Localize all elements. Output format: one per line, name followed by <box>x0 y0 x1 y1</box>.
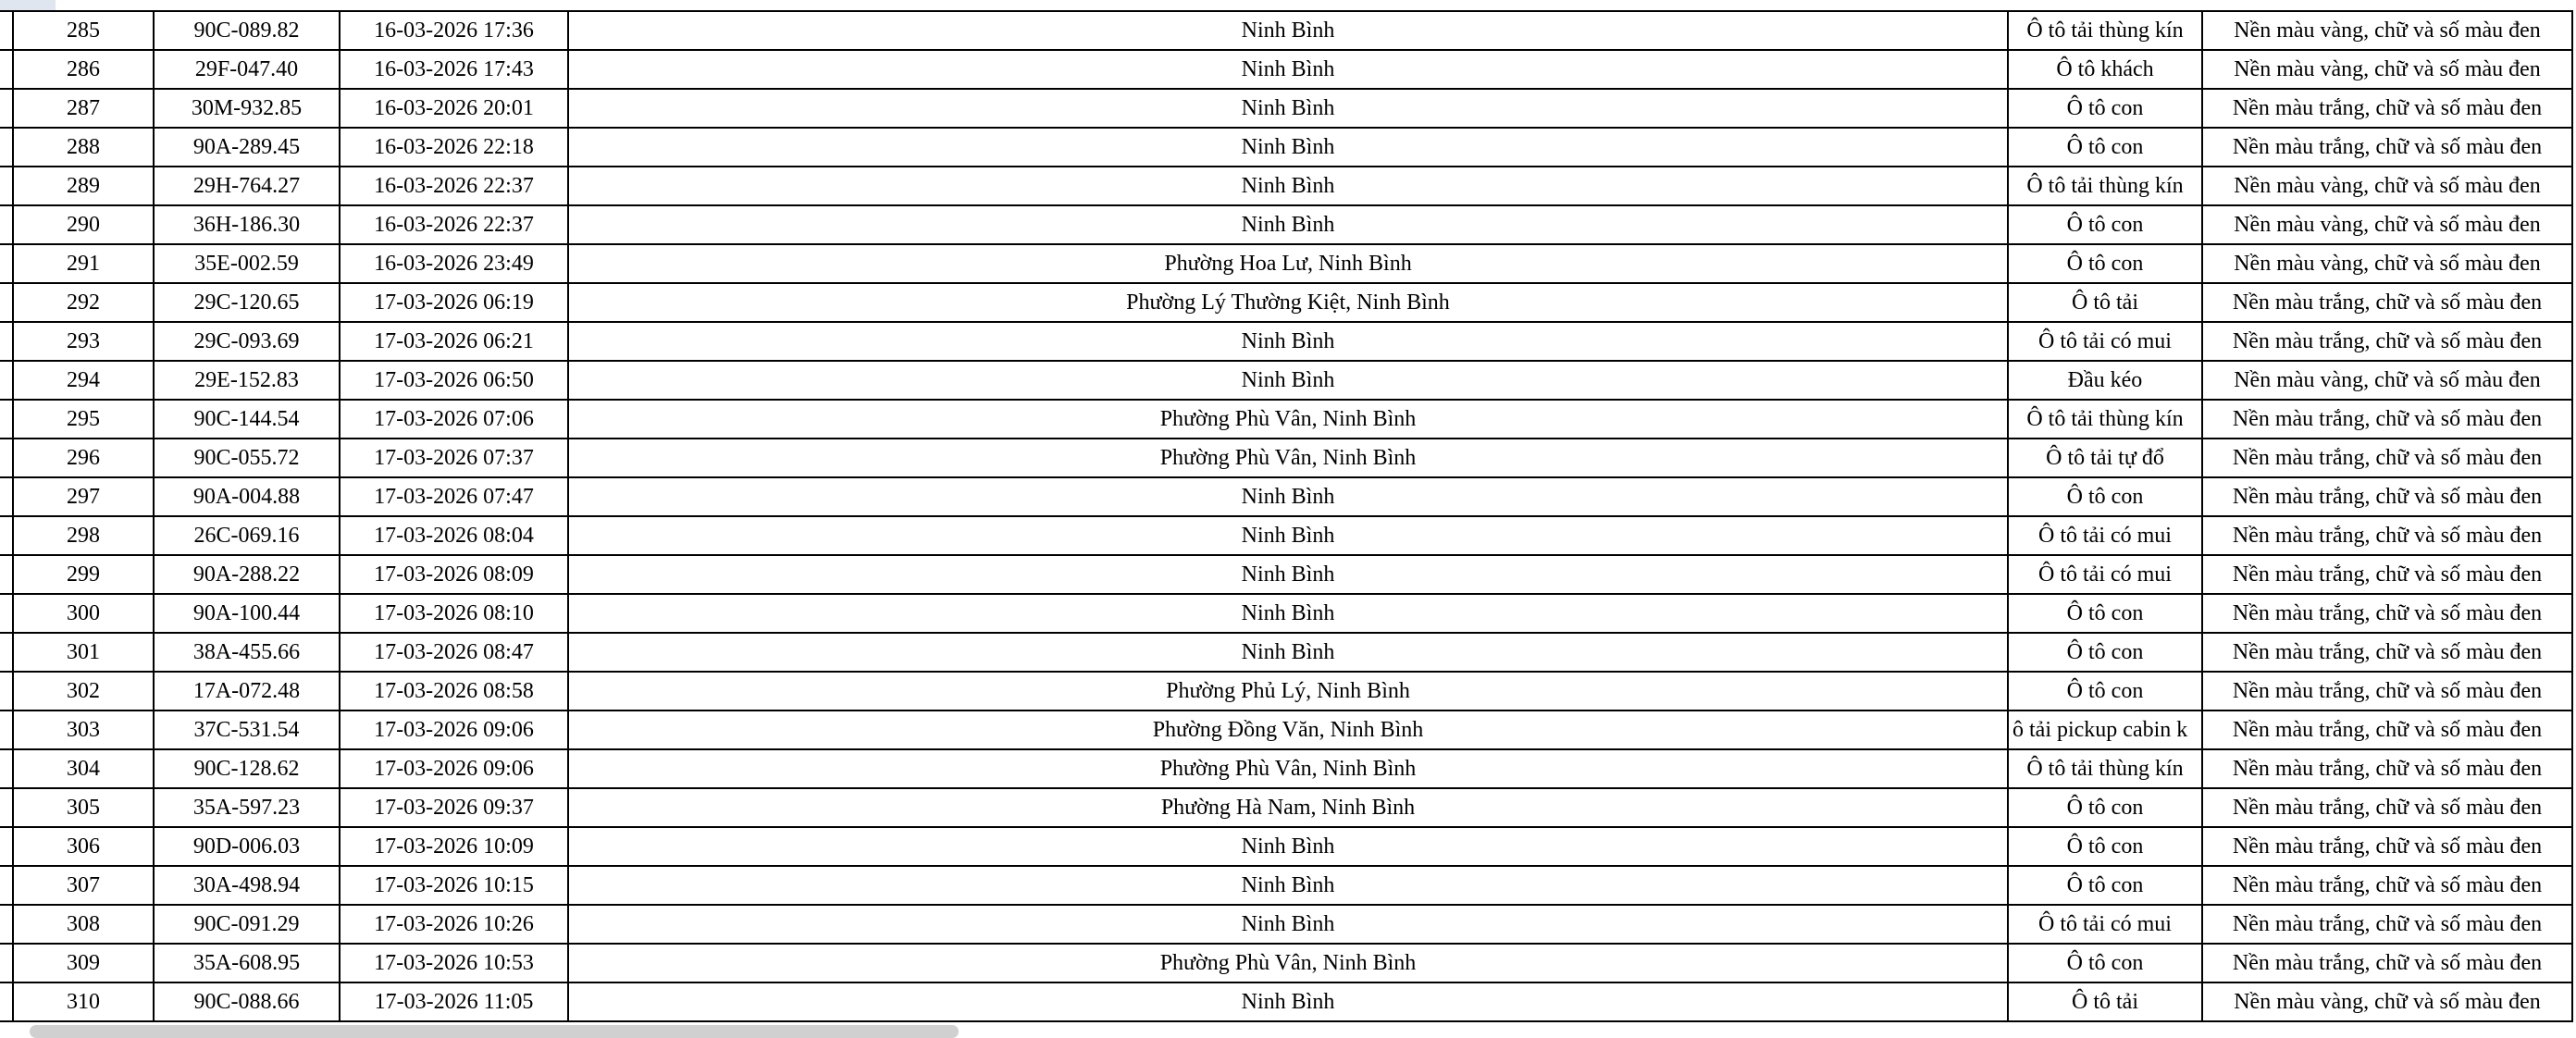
cell-vehicle-type[interactable]: Ô tô con <box>2007 945 2201 982</box>
cell-location[interactable]: Ninh Bình <box>567 828 2007 865</box>
cell-violation-time[interactable]: 16-03-2026 23:49 <box>339 245 567 282</box>
row-gutter <box>0 556 12 593</box>
cell-plate-color[interactable]: Nền màu vàng, chữ và số màu đen <box>2201 245 2573 282</box>
cell-license-plate[interactable]: 90A-100.44 <box>153 595 339 632</box>
cell-location[interactable]: Ninh Bình <box>567 478 2007 515</box>
cell-plate-color[interactable]: Nền màu vàng, chữ và số màu đen <box>2201 983 2573 1020</box>
cell-plate-color[interactable]: Nền màu trắng, chữ và số màu đen <box>2201 867 2573 904</box>
cell-location[interactable]: Ninh Bình <box>567 90 2007 127</box>
table-row <box>0 789 2573 828</box>
cell-stt[interactable]: 302 <box>12 673 153 710</box>
cell-license-plate[interactable]: 90C-055.72 <box>153 439 339 476</box>
cell-vehicle-type[interactable]: Ô tô con <box>2007 828 2201 865</box>
row-gutter <box>0 478 12 515</box>
table-row <box>0 51 2573 90</box>
cell-violation-time[interactable]: 17-03-2026 08:10 <box>339 595 567 632</box>
cell-location[interactable]: Ninh Bình <box>567 556 2007 593</box>
cell-location[interactable]: Ninh Bình <box>567 12 2007 49</box>
row-gutter <box>0 12 12 49</box>
cell-location[interactable]: Ninh Bình <box>567 206 2007 243</box>
cell-location[interactable]: Phường Phủ Lý, Ninh Bình <box>567 673 2007 710</box>
cell-location[interactable]: Ninh Bình <box>567 983 2007 1020</box>
cell-vehicle-type[interactable]: Ô tô tải có mui <box>2007 323 2201 360</box>
cell-plate-color[interactable]: Nền màu vàng, chữ và số màu đen <box>2201 12 2573 49</box>
cell-location[interactable]: Ninh Bình <box>567 867 2007 904</box>
cell-violation-time[interactable]: 17-03-2026 10:26 <box>339 906 567 943</box>
table-row <box>0 12 2573 51</box>
row-gutter <box>0 828 12 865</box>
cell-violation-time[interactable]: 17-03-2026 07:37 <box>339 439 567 476</box>
cell-license-plate[interactable]: 29F-047.40 <box>153 51 339 88</box>
cell-vehicle-type[interactable]: Ô tô tải thùng kín <box>2007 12 2201 49</box>
table-row <box>0 828 2573 867</box>
cell-vehicle-type[interactable]: Ô tô tải thùng kín <box>2007 750 2201 787</box>
sheet-corner-tab[interactable] <box>0 0 56 10</box>
cell-plate-color[interactable]: Nền màu trắng, chữ và số màu đen <box>2201 556 2573 593</box>
cell-stt[interactable]: 296 <box>12 439 153 476</box>
row-gutter <box>0 167 12 204</box>
row-gutter <box>0 439 12 476</box>
cell-plate-color[interactable]: Nền màu vàng, chữ và số màu đen <box>2201 167 2573 204</box>
cell-vehicle-type[interactable]: ô tải pickup cabin k <box>2007 711 2201 748</box>
cell-stt[interactable]: 291 <box>12 245 153 282</box>
cell-license-plate[interactable]: 35E-002.59 <box>153 245 339 282</box>
row-gutter <box>0 362 12 399</box>
cell-vehicle-type[interactable]: Ô tô tải tự đổ <box>2007 439 2201 476</box>
cell-license-plate[interactable]: 90A-289.45 <box>153 129 339 166</box>
cell-vehicle-type[interactable]: Ô tô con <box>2007 206 2201 243</box>
cell-violation-time[interactable]: 17-03-2026 10:53 <box>339 945 567 982</box>
table-row <box>0 129 2573 167</box>
cell-plate-color[interactable]: Nền màu trắng, chữ và số màu đen <box>2201 945 2573 982</box>
cell-stt[interactable]: 310 <box>12 983 153 1020</box>
table-row <box>0 323 2573 362</box>
cell-stt[interactable]: 306 <box>12 828 153 865</box>
cell-location[interactable]: Ninh Bình <box>567 129 2007 166</box>
cell-violation-time[interactable]: 17-03-2026 09:06 <box>339 711 567 748</box>
cell-violation-time[interactable]: 17-03-2026 09:06 <box>339 750 567 787</box>
cell-stt[interactable]: 308 <box>12 906 153 943</box>
cell-stt[interactable]: 304 <box>12 750 153 787</box>
cell-stt[interactable]: 309 <box>12 945 153 982</box>
cell-stt[interactable]: 292 <box>12 284 153 321</box>
table-row <box>0 167 2573 206</box>
cell-location[interactable]: Phường Hà Nam, Ninh Bình <box>567 789 2007 826</box>
row-gutter <box>0 906 12 943</box>
cell-vehicle-type[interactable]: Ô tô con <box>2007 90 2201 127</box>
cell-vehicle-type[interactable]: Đầu kéo <box>2007 362 2201 399</box>
cell-violation-time[interactable]: 17-03-2026 06:21 <box>339 323 567 360</box>
cell-location[interactable]: Ninh Bình <box>567 634 2007 671</box>
cell-license-plate[interactable]: 30M-932.85 <box>153 90 339 127</box>
cell-stt[interactable]: 300 <box>12 595 153 632</box>
table-row <box>0 90 2573 129</box>
row-gutter <box>0 867 12 904</box>
row-gutter <box>0 284 12 321</box>
table-row <box>0 206 2573 245</box>
cell-license-plate[interactable]: 37C-531.54 <box>153 711 339 748</box>
cell-vehicle-type[interactable]: Ô tô khách <box>2007 51 2201 88</box>
cell-stt[interactable]: 293 <box>12 323 153 360</box>
cell-violation-time[interactable]: 17-03-2026 08:58 <box>339 673 567 710</box>
row-gutter <box>0 983 12 1020</box>
cell-license-plate[interactable]: 29C-120.65 <box>153 284 339 321</box>
cell-license-plate[interactable]: 90C-088.66 <box>153 983 339 1020</box>
table-row <box>0 595 2573 634</box>
cell-location[interactable]: Phường Phù Vân, Ninh Bình <box>567 401 2007 438</box>
cell-location[interactable]: Phường Phù Vân, Ninh Bình <box>567 750 2007 787</box>
cell-plate-color[interactable]: Nền màu trắng, chữ và số màu đen <box>2201 750 2573 787</box>
cell-stt[interactable]: 286 <box>12 51 153 88</box>
row-gutter <box>0 750 12 787</box>
cell-license-plate[interactable]: 90A-004.88 <box>153 478 339 515</box>
cell-plate-color[interactable]: Nền màu trắng, chữ và số màu đen <box>2201 634 2573 671</box>
cell-vehicle-type[interactable]: Ô tô con <box>2007 673 2201 710</box>
row-gutter <box>0 634 12 671</box>
cell-plate-color[interactable]: Nền màu trắng, chữ và số màu đen <box>2201 711 2573 748</box>
row-gutter <box>0 595 12 632</box>
row-gutter <box>0 673 12 710</box>
cell-violation-time[interactable]: 17-03-2026 09:37 <box>339 789 567 826</box>
cell-location[interactable]: Ninh Bình <box>567 517 2007 554</box>
table-row <box>0 945 2573 983</box>
cell-stt[interactable]: 290 <box>12 206 153 243</box>
cell-vehicle-type[interactable]: Ô tô con <box>2007 129 2201 166</box>
cell-plate-color[interactable]: Nền màu vàng, chữ và số màu đen <box>2201 362 2573 399</box>
cell-plate-color[interactable]: Nền màu vàng, chữ và số màu đen <box>2201 51 2573 88</box>
cell-plate-color[interactable]: Nền màu trắng, chữ và số màu đen <box>2201 517 2573 554</box>
cell-location[interactable]: Ninh Bình <box>567 906 2007 943</box>
cell-violation-time[interactable]: 17-03-2026 11:05 <box>339 983 567 1020</box>
row-gutter <box>0 401 12 438</box>
cell-location[interactable]: Phường Lý Thường Kiệt, Ninh Bình <box>567 284 2007 321</box>
cell-violation-time[interactable]: 17-03-2026 08:04 <box>339 517 567 554</box>
cell-stt[interactable]: 297 <box>12 478 153 515</box>
row-gutter <box>0 245 12 282</box>
table-row <box>0 983 2573 1022</box>
row-gutter <box>0 90 12 127</box>
cell-license-plate[interactable]: 36H-186.30 <box>153 206 339 243</box>
table-row <box>0 906 2573 945</box>
cell-location[interactable]: Ninh Bình <box>567 167 2007 204</box>
table-row <box>0 284 2573 323</box>
cell-stt[interactable]: 287 <box>12 90 153 127</box>
cell-stt[interactable]: 285 <box>12 12 153 49</box>
cell-plate-color[interactable]: Nền màu trắng, chữ và số màu đen <box>2201 90 2573 127</box>
cell-license-plate[interactable]: 35A-608.95 <box>153 945 339 982</box>
cell-license-plate[interactable]: 90D-006.03 <box>153 828 339 865</box>
cell-violation-time[interactable]: 17-03-2026 07:06 <box>339 401 567 438</box>
cell-location[interactable]: Phường Phù Vân, Ninh Bình <box>567 945 2007 982</box>
cell-plate-color[interactable]: Nền màu trắng, chữ và số màu đen <box>2201 129 2573 166</box>
spreadsheet-grid <box>0 10 2573 1022</box>
row-gutter <box>0 206 12 243</box>
cell-plate-color[interactable]: Nền màu trắng, chữ và số màu đen <box>2201 828 2573 865</box>
cell-location[interactable]: Ninh Bình <box>567 595 2007 632</box>
cell-vehicle-type[interactable]: Ô tô tải thùng kín <box>2007 167 2201 204</box>
table-row <box>0 478 2573 517</box>
cell-plate-color[interactable]: Nền màu trắng, chữ và số màu đen <box>2201 595 2573 632</box>
row-gutter <box>0 517 12 554</box>
cell-license-plate[interactable]: 90C-089.82 <box>153 12 339 49</box>
cell-violation-time[interactable]: 16-03-2026 22:37 <box>339 206 567 243</box>
cell-violation-time[interactable]: 17-03-2026 10:09 <box>339 828 567 865</box>
cell-vehicle-type[interactable]: Ô tô con <box>2007 634 2201 671</box>
cell-location[interactable]: Phường Phù Vân, Ninh Bình <box>567 439 2007 476</box>
cell-location[interactable]: Ninh Bình <box>567 362 2007 399</box>
cell-license-plate[interactable]: 29E-152.83 <box>153 362 339 399</box>
cell-stt[interactable]: 288 <box>12 129 153 166</box>
row-gutter <box>0 323 12 360</box>
cell-violation-time[interactable]: 17-03-2026 07:47 <box>339 478 567 515</box>
table-row <box>0 750 2573 789</box>
cell-vehicle-type[interactable]: Ô tô con <box>2007 789 2201 826</box>
cell-vehicle-type[interactable]: Ô tô tải có mui <box>2007 556 2201 593</box>
cell-license-plate[interactable]: 35A-597.23 <box>153 789 339 826</box>
cell-plate-color[interactable]: Nền màu trắng, chữ và số màu đen <box>2201 284 2573 321</box>
cell-location[interactable]: Phường Đồng Văn, Ninh Bình <box>567 711 2007 748</box>
cell-violation-time[interactable]: 16-03-2026 17:43 <box>339 51 567 88</box>
cell-plate-color[interactable]: Nền màu trắng, chữ và số màu đen <box>2201 478 2573 515</box>
cell-license-plate[interactable]: 90C-091.29 <box>153 906 339 943</box>
cell-violation-time[interactable]: 17-03-2026 06:50 <box>339 362 567 399</box>
cell-plate-color[interactable]: Nền màu trắng, chữ và số màu đen <box>2201 401 2573 438</box>
cell-license-plate[interactable]: 29H-764.27 <box>153 167 339 204</box>
cell-violation-time[interactable]: 16-03-2026 17:36 <box>339 12 567 49</box>
table-row <box>0 867 2573 906</box>
cell-plate-color[interactable]: Nền màu trắng, chữ và số màu đen <box>2201 789 2573 826</box>
cell-vehicle-type[interactable]: Ô tô tải thùng kín <box>2007 401 2201 438</box>
cell-violation-time[interactable]: 16-03-2026 20:01 <box>339 90 567 127</box>
cell-license-plate[interactable]: 90A-288.22 <box>153 556 339 593</box>
row-gutter <box>0 129 12 166</box>
cell-violation-time[interactable]: 17-03-2026 06:19 <box>339 284 567 321</box>
cell-stt[interactable]: 298 <box>12 517 153 554</box>
cell-violation-time[interactable]: 17-03-2026 08:47 <box>339 634 567 671</box>
table-row <box>0 556 2573 595</box>
cell-plate-color[interactable]: Nền màu vàng, chữ và số màu đen <box>2201 206 2573 243</box>
table-row <box>0 634 2573 673</box>
cell-location[interactable]: Ninh Bình <box>567 323 2007 360</box>
row-gutter <box>0 51 12 88</box>
cell-vehicle-type[interactable]: Ô tô con <box>2007 245 2201 282</box>
cell-license-plate[interactable]: 17A-072.48 <box>153 673 339 710</box>
cell-plate-color[interactable]: Nền màu trắng, chữ và số màu đen <box>2201 673 2573 710</box>
cell-stt[interactable]: 305 <box>12 789 153 826</box>
cell-license-plate[interactable]: 90C-128.62 <box>153 750 339 787</box>
cell-violation-time[interactable]: 16-03-2026 22:18 <box>339 129 567 166</box>
table-row <box>0 711 2573 750</box>
cell-vehicle-type[interactable]: Ô tô tải có mui <box>2007 517 2201 554</box>
cell-stt[interactable]: 307 <box>12 867 153 904</box>
table-row <box>0 673 2573 711</box>
cell-location[interactable]: Ninh Bình <box>567 51 2007 88</box>
cell-vehicle-type[interactable]: Ô tô tải có mui <box>2007 906 2201 943</box>
cell-license-plate[interactable]: 26C-069.16 <box>153 517 339 554</box>
cell-vehicle-type[interactable]: Ô tô con <box>2007 595 2201 632</box>
cell-violation-time[interactable]: 16-03-2026 22:37 <box>339 167 567 204</box>
table-row <box>0 517 2573 556</box>
cell-plate-color[interactable]: Nền màu trắng, chữ và số màu đen <box>2201 906 2573 943</box>
cell-plate-color[interactable]: Nền màu trắng, chữ và số màu đen <box>2201 323 2573 360</box>
cell-vehicle-type[interactable]: Ô tô tải <box>2007 983 2201 1020</box>
cell-plate-color[interactable]: Nền màu trắng, chữ và số màu đen <box>2201 439 2573 476</box>
cell-violation-time[interactable]: 17-03-2026 10:15 <box>339 867 567 904</box>
cell-vehicle-type[interactable]: Ô tô con <box>2007 478 2201 515</box>
cell-stt[interactable]: 295 <box>12 401 153 438</box>
row-gutter <box>0 711 12 748</box>
cell-license-plate[interactable]: 30A-498.94 <box>153 867 339 904</box>
row-gutter <box>0 945 12 982</box>
cell-stt[interactable]: 303 <box>12 711 153 748</box>
horizontal-scrollbar[interactable] <box>30 1025 959 1038</box>
cell-vehicle-type[interactable]: Ô tô con <box>2007 867 2201 904</box>
cell-violation-time[interactable]: 17-03-2026 08:09 <box>339 556 567 593</box>
table-row <box>0 245 2573 284</box>
cell-license-plate[interactable]: 38A-455.66 <box>153 634 339 671</box>
cell-license-plate[interactable]: 90C-144.54 <box>153 401 339 438</box>
cell-license-plate[interactable]: 29C-093.69 <box>153 323 339 360</box>
table-row <box>0 401 2573 439</box>
cell-vehicle-type[interactable]: Ô tô tải <box>2007 284 2201 321</box>
cell-location[interactable]: Phường Hoa Lư, Ninh Bình <box>567 245 2007 282</box>
cell-stt[interactable]: 289 <box>12 167 153 204</box>
table-row <box>0 362 2573 401</box>
cell-stt[interactable]: 299 <box>12 556 153 593</box>
cell-stt[interactable]: 301 <box>12 634 153 671</box>
cell-stt[interactable]: 294 <box>12 362 153 399</box>
table-row <box>0 439 2573 478</box>
row-gutter <box>0 789 12 826</box>
